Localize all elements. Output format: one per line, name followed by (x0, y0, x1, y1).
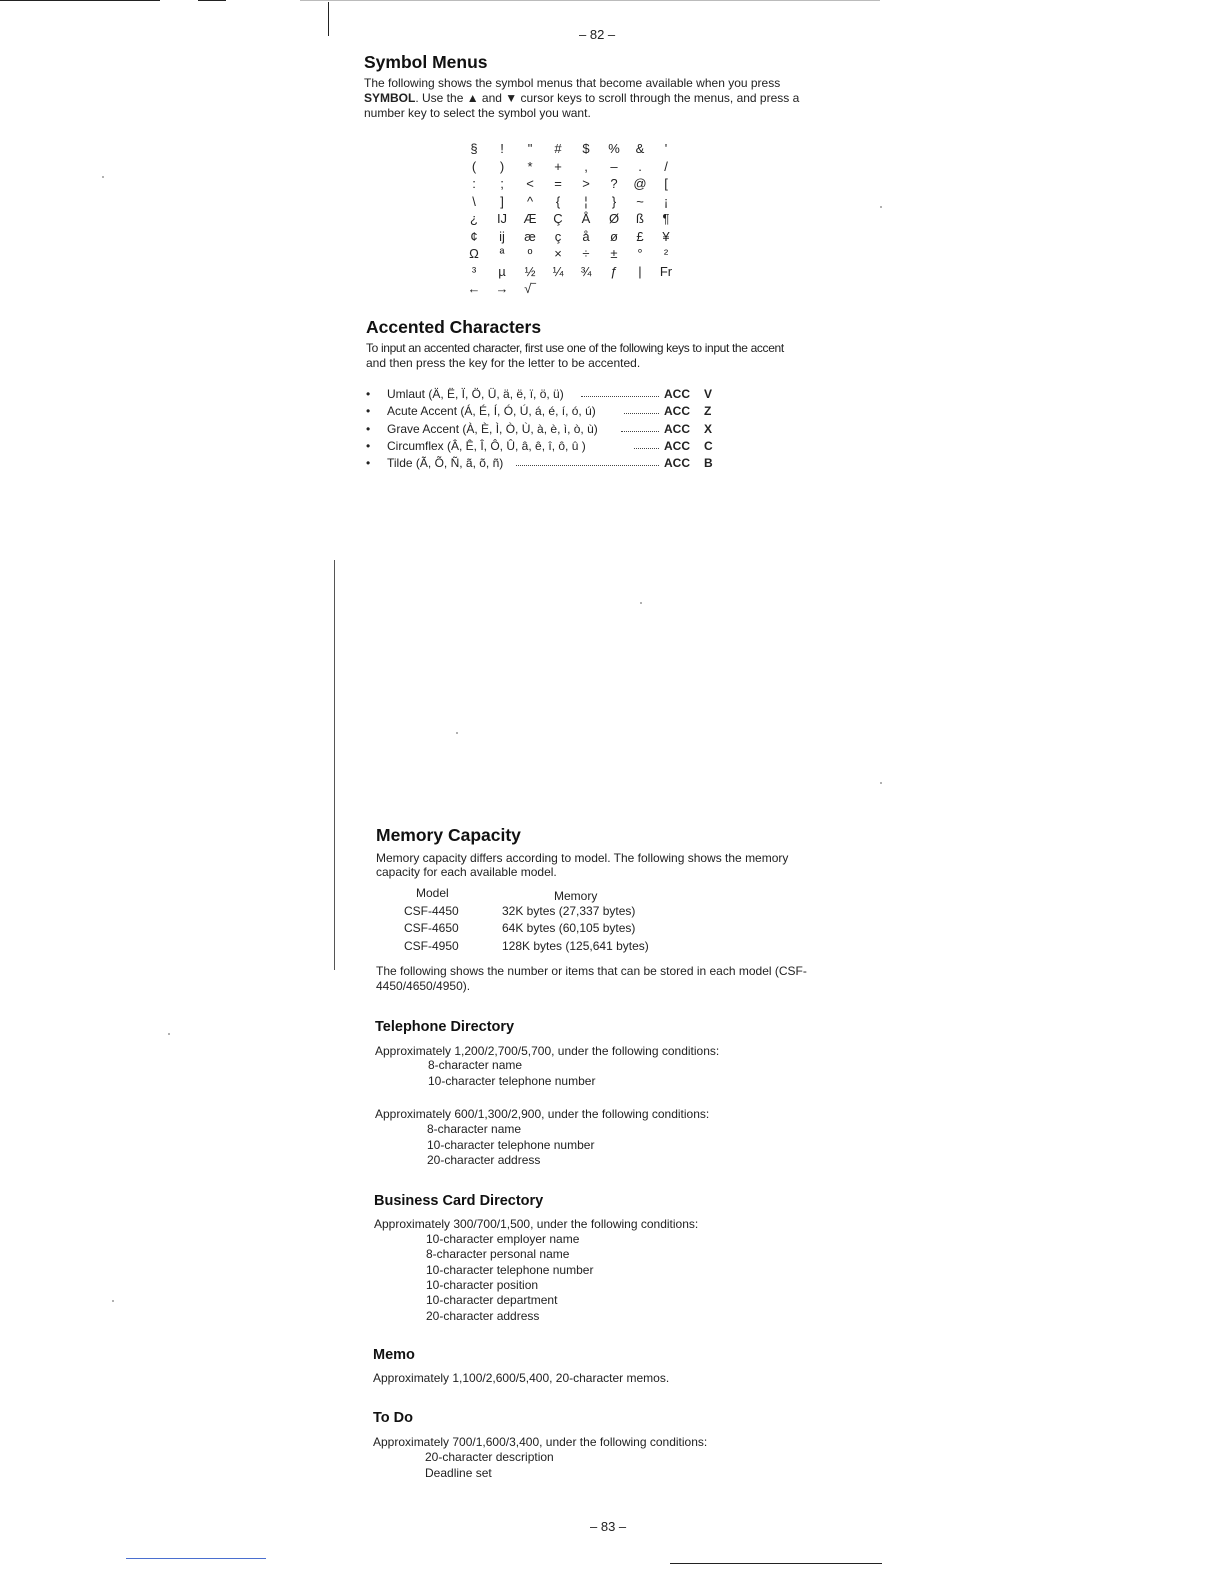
symbol-cell: ¦ (584, 193, 588, 209)
dot-leader (516, 465, 659, 466)
accent-label: Tilde (Ã, Õ, Ñ, ã, õ, ñ) (387, 456, 504, 471)
accent-label: Acute Accent (Á, É, Í, Ó, Ú, á, é, í, ó, ú) (387, 404, 596, 419)
accent-label: Circumflex (Â, Ê, Î, Ô, Û, â, ê, î, ô, û ) (387, 438, 586, 453)
memory-col-memory: Memory (554, 889, 598, 903)
symbol-cell: ¶ (662, 211, 670, 226)
symbol-cell: ( (471, 158, 477, 174)
symbol-cell: > (582, 176, 590, 191)
symbol-cell: § (470, 141, 478, 156)
condition-item: 20-character address (427, 1153, 541, 1167)
symbol-cell: \ (472, 193, 476, 209)
accent-key: ACC (664, 456, 690, 471)
symbol-cell: Fr (659, 263, 673, 279)
symbol-cell: ¼ (552, 263, 564, 279)
business-intro: Approximately 300/700/1,500, under the following conditions: (374, 1217, 699, 1231)
symbol-table (462, 140, 682, 298)
symbol-cell: å (582, 228, 590, 244)
bullet-icon: • (366, 404, 371, 419)
accented-intro-1: To input an accented character, first use one of the following keys to input the accent (366, 341, 784, 355)
todo-intro: Approximately 700/1,600/3,400, under the following conditions: (373, 1435, 708, 1449)
symbol-cell: | (638, 263, 642, 279)
condition-item: 10-character telephone number (426, 1262, 594, 1277)
symbol-menus-intro-1: The following shows the symbol menus that become available when you press (364, 76, 781, 90)
symbol-menus-intro-3: number key to select the symbol you want. (364, 106, 591, 120)
symbol-cell: ¥ (662, 228, 670, 244)
accent-key: ACC (664, 421, 690, 436)
condition-item: 8-character name (428, 1058, 523, 1072)
symbol-cell: ¿ (470, 211, 478, 226)
symbol-cell: IJ (496, 211, 508, 226)
symbol-cell: ÷ (582, 246, 590, 261)
memo-text: Approximately 1,100/2,600/5,400, 20-character memos. (373, 1371, 670, 1385)
memory-cell: 128K bytes (125,641 bytes) (502, 938, 649, 953)
symbol-cell: – (610, 158, 618, 174)
scan-speck (880, 206, 882, 208)
symbol-cell: / (664, 158, 668, 174)
accent-letter: B (704, 456, 713, 471)
symbol-cell: { (555, 193, 561, 209)
bullet-icon: • (366, 456, 371, 471)
symbol-cell: Å (581, 211, 591, 226)
condition-item: 20-character address (426, 1308, 540, 1323)
condition-item: 8-character name (427, 1122, 522, 1136)
accent-item (366, 404, 716, 421)
memory-intro-1: Memory capacity differs according to model. The following shows the memory (376, 851, 789, 865)
business-heading: Business Card Directory (374, 1193, 544, 1209)
condition-item: 10-character employer name (426, 1232, 580, 1246)
symbol-cell: Ø (608, 211, 620, 226)
symbol-row (462, 263, 682, 281)
bullet-icon: • (366, 387, 371, 401)
symbol-cell: % (608, 141, 620, 156)
symbol-cell: ← (467, 281, 481, 296)
memory-after-2: 4450/4650/4950). (376, 979, 471, 993)
symbol-cell: * (527, 158, 533, 174)
symbol-cell: ~ (636, 193, 644, 209)
symbol-cell: : (472, 176, 476, 191)
symbol-cell: ! (500, 141, 504, 156)
scan-speck (102, 176, 104, 178)
accent-label: Grave Accent (À, È, Ì, Ò, Ù, à, è, ì, ò, ù) (387, 421, 598, 436)
accented-intro-2: and then press the key for the letter to be accented. (366, 356, 641, 370)
symbol-cell: < (526, 176, 534, 191)
symbol-cell: ± (610, 246, 618, 261)
condition-item: 20-character description (425, 1450, 554, 1464)
telephone-block1-intro: Approximately 1,200/2,700/5,700, under the following conditions: (375, 1044, 720, 1058)
dot-leader (634, 448, 659, 449)
symbol-cell: & (635, 141, 645, 156)
symbol-cell: = (554, 176, 562, 191)
memory-cell: 32K bytes (27,337 bytes) (502, 903, 636, 918)
symbol-cell: µ (498, 263, 506, 279)
symbol-row (462, 245, 682, 263)
memory-heading: Memory Capacity (376, 825, 521, 845)
symbol-cell: Æ (523, 211, 537, 226)
memory-after-1: The following shows the number or items that can be stored in each model (CSF- (376, 964, 807, 978)
symbol-cell: , (584, 158, 588, 174)
symbol-cell: # (554, 141, 562, 156)
scan-bottom-rule-left (126, 1558, 266, 1559)
symbol-cell: Ω (469, 246, 479, 261)
accent-key-list (366, 387, 716, 473)
scan-top-rule-right (300, 0, 880, 1)
memory-intro-2: capacity for each available model. (376, 865, 557, 879)
symbol-cell: → (495, 281, 509, 296)
symbol-cell: Ç (553, 211, 563, 226)
symbol-cell: ³ (471, 263, 477, 279)
symbol-cell: [ (664, 176, 668, 191)
scan-top-rule-short (198, 0, 226, 1)
symbol-cell: ß (636, 211, 644, 226)
accent-letter: Z (704, 404, 712, 419)
symbol-cell: × (554, 246, 562, 261)
accented-heading: Accented Characters (366, 317, 542, 337)
todo-heading: To Do (373, 1410, 413, 1426)
condition-item: 10-character position (426, 1277, 539, 1292)
symbol-cell: ƒ (610, 263, 618, 279)
symbol-cell: ? (610, 176, 618, 191)
telephone-block2-intro: Approximately 600/1,300/2,900, under the following conditions: (375, 1107, 710, 1121)
scan-bottom-rule-right (670, 1563, 882, 1564)
model-cell: CSF-4450 (404, 903, 459, 918)
symbol-menus-intro-2-rest: . Use the ▲ and ▼ cursor keys to scroll through the menus, and press a (415, 91, 800, 105)
symbol-row (462, 175, 682, 193)
memo-heading: Memo (373, 1347, 415, 1363)
symbol-row (462, 193, 682, 211)
scan-speck (640, 602, 642, 604)
symbol-menus-intro-2 (364, 91, 799, 105)
page-number-top: – 82 – (579, 27, 616, 42)
symbol-key-label: SYMBOL (364, 91, 416, 105)
accent-key: ACC (664, 438, 690, 453)
symbol-cell: £ (636, 228, 644, 244)
accent-item (366, 387, 716, 404)
scan-left-tick (328, 2, 329, 36)
accent-label: Umlaut (Ä, Ë, Ï, Ö, Ü, ä, ë, ï, ö, ü) (387, 387, 564, 401)
accent-item (366, 456, 716, 473)
symbol-cell: ; (500, 176, 504, 191)
symbol-cell: ç (554, 228, 562, 244)
symbol-cell: @ (633, 176, 647, 191)
dot-leader (621, 431, 659, 432)
symbol-cell: ¾ (580, 263, 592, 279)
bullet-icon: • (366, 438, 371, 453)
model-cell: CSF-4950 (404, 938, 459, 953)
scan-speck (168, 1033, 170, 1035)
accent-item (366, 439, 716, 456)
model-cell: CSF-4650 (404, 921, 459, 935)
symbol-cell: . (638, 158, 642, 174)
accent-item (366, 422, 716, 439)
dot-leader (624, 413, 659, 414)
condition-item: 10-character telephone number (427, 1137, 595, 1152)
condition-item: 10-character telephone number (428, 1073, 596, 1088)
symbol-cell: æ (524, 228, 536, 244)
symbol-cell: " (527, 141, 533, 156)
memory-col-model: Model (416, 886, 449, 900)
dot-leader (581, 396, 659, 397)
condition-item: 10-character department (426, 1293, 558, 1308)
symbol-cell: ^ (526, 193, 534, 209)
symbol-cell: ° (637, 246, 643, 261)
accent-letter: V (704, 387, 713, 401)
page-number-bottom: – 83 – (590, 1519, 627, 1534)
symbol-row (462, 210, 682, 228)
scan-speck (880, 782, 882, 784)
scan-left-margin-line (334, 560, 335, 970)
symbol-cell: ' (664, 141, 668, 156)
symbol-row (462, 228, 682, 246)
symbol-cell: √‾ (524, 281, 536, 296)
scan-speck (112, 1300, 114, 1302)
accent-letter: X (704, 421, 713, 436)
scan-top-rule-left (0, 0, 160, 1)
symbol-row (462, 280, 682, 298)
accent-key: ACC (664, 387, 690, 401)
telephone-heading: Telephone Directory (375, 1019, 515, 1035)
symbol-menus-heading: Symbol Menus (364, 52, 488, 72)
symbol-cell: ij (499, 228, 505, 244)
symbol-row (462, 158, 682, 176)
symbol-cell: ² (663, 246, 669, 261)
symbol-cell: ø (610, 228, 618, 244)
symbol-cell: } (611, 193, 617, 209)
condition-item: 8-character personal name (426, 1247, 570, 1262)
symbol-cell: $ (582, 141, 590, 156)
bullet-icon: • (366, 421, 371, 436)
symbol-cell: ¡ (663, 193, 669, 209)
symbol-cell: + (554, 158, 562, 174)
symbol-cell: º (527, 246, 533, 261)
condition-item: Deadline set (425, 1465, 492, 1480)
symbol-row (462, 140, 682, 158)
symbol-cell: ¢ (470, 228, 478, 244)
symbol-cell: ) (499, 158, 505, 174)
symbol-cell: ª (499, 246, 505, 261)
accent-letter: C (704, 438, 713, 453)
memory-cell: 64K bytes (60,105 bytes) (502, 921, 636, 935)
accent-key: ACC (664, 404, 690, 419)
scan-speck (456, 732, 458, 734)
symbol-cell: ] (500, 193, 504, 209)
symbol-cell: ½ (524, 263, 536, 279)
